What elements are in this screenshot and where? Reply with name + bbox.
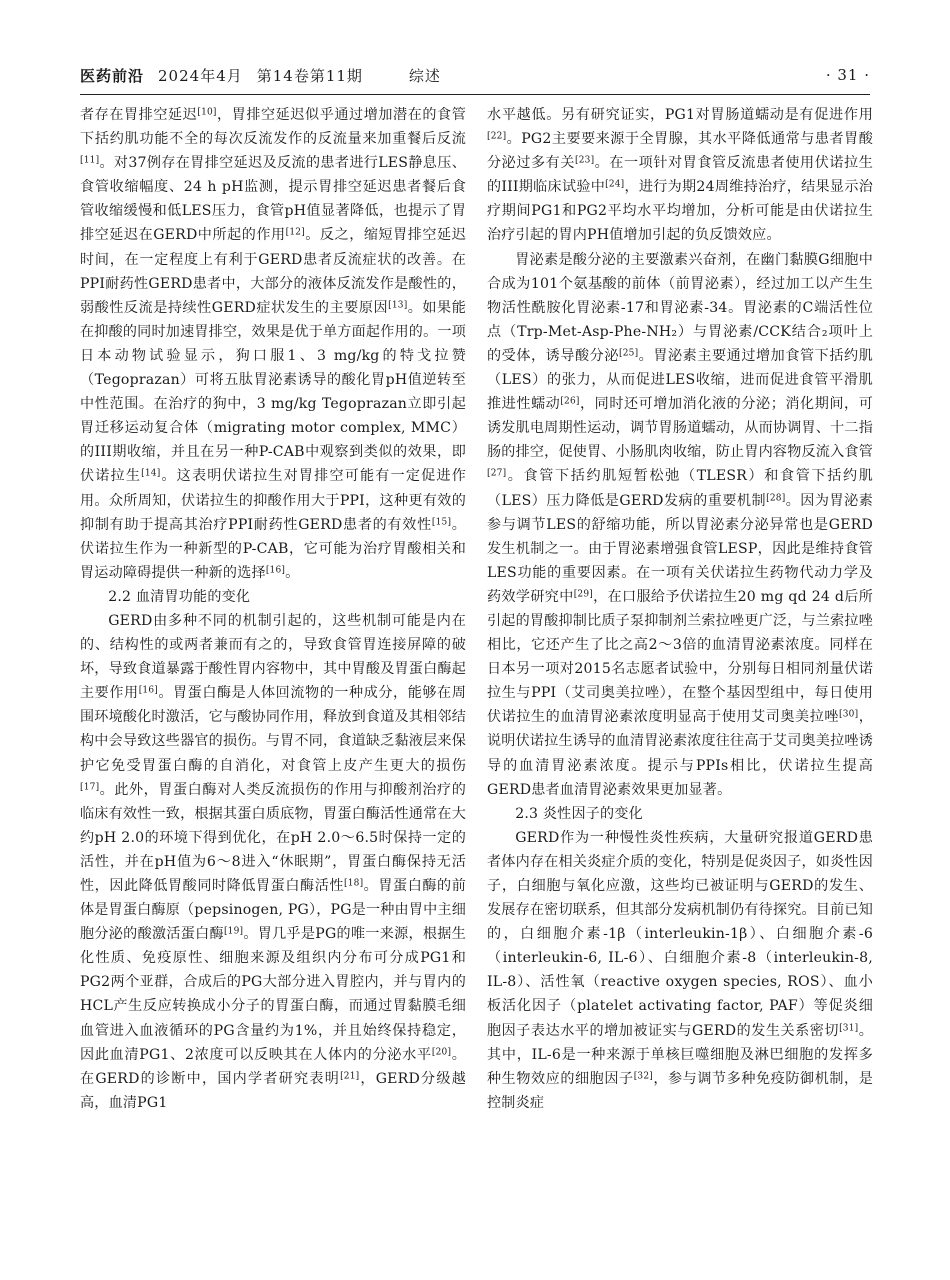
paragraph: GERD作为一种慢性炎性疾病，大量研究报道GERD患者体内存在相关炎症介质的变化，特别是促炎因子，如炎性因子，白细胞与氧化应激，这些均已被证明与GERD的发生、发展存在密切联系，但其部分发病机制仍有待探究。目前已知的，白细胞介素-1β（interleukin-1β）、白细胞介素-6（interleukin-6, IL-6）、白细胞介素-8（interleukin-8, IL-8）、活性氧（reactive oxygen species, ROS）、血小板活化因子（platelet activating factor, PAF）等促炎细胞因子表达水平的增加被证实与GERD的发生关系密切[31]。其中，IL-6是一种来源于单核巨噬细胞及淋巴细胞的发挥多种生物效应的细胞因子[32]，参与调节多种免疫防御机制，是控制炎症	[487, 829, 873, 1111]
page-number: · 31 ·	[825, 66, 870, 84]
section-heading-2-2: 2.2 血清胃功能的变化	[108, 588, 251, 605]
left-column	[80, 103, 466, 1243]
issue-date: 2024年4月	[158, 66, 243, 85]
running-header	[80, 62, 870, 88]
paragraph: 水平越低。另有研究证实，PG1对胃肠道蠕动是有促进作用[22]。PG2主要要来源于全胃腺，其水平降低通常与患者胃酸分泌过多有关[23]。在一项针对胃食管反流患者使用伏诺拉生的III期临床试验中[24]，进行为期24周维持治疗，结果显示治疗期间PG1和PG2平均水平均增加，分析可能是由伏诺拉生治疗引起的胃内PH值增加引起的负反馈效应。	[487, 107, 873, 244]
journal-name: 医药前沿	[80, 66, 145, 85]
right-column	[487, 103, 873, 1243]
section-label: 综述	[408, 66, 441, 85]
paragraph: GERD由多种不同的机制引起的，这些机制可能是内在的、结构性的或两者兼而有之的，导致食管胃连接屏障的破坏，导致食道暴露于酸性胃内容物中，其中胃酸及胃蛋白酶起主要作用[16]。胃蛋白酶是人体回流物的一种成分，能够在周围环境酸化时激活，它与酸协同作用，释放到食道及其相邻结构中会导致这些器官的损伤。与胃不同，食道缺乏黏液层来保护它免受胃蛋白酶的自消化，对食管上皮产生更大的损伤[17]。此外，胃蛋白酶对人类反流损伤的作用与抑酸剂治疗的临床有效性一致，根据其蛋白质底物，胃蛋白酶活性通常在大约pH 2.0的环境下得到优化，在pH 2.0～6.5时保持一定的活性，并在pH值为6～8进入“休眠期”，胃蛋白酶保持无活性，因此降低胃酸同时降低胃蛋白酶活性[18]。胃蛋白酶的前体是胃蛋白酶原（pepsinogen, PG），PG是一种由胃中主细胞分泌的酸激活蛋白酶[19]。胃几乎是PG的唯一来源，根据生化性质、免疫原性、细胞来源及组织内分布可分成PG1和PG2两个亚群，合成后的PG大部分进入胃腔内，并与胃内的HCL产生反应转换成小分子的胃蛋白酶，而通过胃黏膜毛细血管进入血液循环的PG含量约为1%，并且始终保持稳定，因此血清PG1、2浓度可以反映其在人体内的分泌水平[20]。在GERD的诊断中，国内学者研究表明[21]，GERD分级越高，血清PG1	[80, 612, 466, 1111]
header-rule	[80, 94, 870, 95]
paragraph: 胃泌素是酸分泌的主要激素兴奋剂，在幽门黏膜G细胞中合成为101个氨基酸的前体（前胃泌素），经过加工以产生生物活性酰胺化胃泌素-17和胃泌素-34。胃泌素的C端活性位点（Trp-Met-Asp-Phe-NH₂）与胃泌素/CCK结合₂项叶上的受体，诱导酸分泌[25]。胃泌素主要通过增加食管下括约肌（LES）的张力，从而促进LES收缩，进而促进食管平滑肌推进性蠕动[26]，同时还可增加消化液的分泌；消化期间，可诱发肌电周期性运动，调节胃肠道蠕动，从而协调胃、十二指肠的排空，促使胃、小肠肌肉收缩，防止胃内容物反流入食管[27]。食管下括约肌短暂松弛（TLESR）和食管下括约肌（LES）压力降低是GERD发病的重要机制[28]。因为胃泌素参与调节LES的舒缩功能，所以胃泌素分泌异常也是GERD发生机制之一。由于胃泌素增强食管LESP，因此是维持食管LES功能的重要因素。在一项有关伏诺拉生药物代动力学及药效学研究中[29]，在口服给予伏诺拉生20 mg qd 24 d后所引起的胃酸抑制比质子泵抑制剂兰索拉唑更广泛，与兰索拉唑相比，它还产生了比之高2～3倍的血清胃泌素浓度。同样在日本另一项对2015名志愿者试验中，分别每日相同剂量伏诺拉生与PPI（艾司奥美拉唑），在整个基因型组中，每日使用伏诺拉生的血清胃泌素浓度明显高于使用艾司奥美拉唑[30]，说明伏诺拉生诱导的血清胃泌素浓度往往高于艾司奥美拉唑诱导的血清胃泌素浓度。提示与PPIs相比，伏诺拉生提高GERD患者血清胃泌素效果更加显著。	[487, 251, 873, 798]
volume-issue: 第14卷第11期	[256, 66, 363, 85]
paragraph: 者存在胃排空延迟[10]，胃排空延迟似乎通过增加潜在的食管下括约肌功能不全的每次反流发作的反流量来加重餐后反流[11]。对37例存在胃排空延迟及反流的患者进行LES静息压、食管收缩幅度、24 h pH监测，提示胃排空延迟患者餐后食管收缩缓慢和低LES压力，食管pH值显著降低，也提示了胃排空延迟在GERD中所起的作用[12]。反之，缩短胃排空延迟时间，在一定程度上有利于GERD患者反流症状的改善。在PPI耐药性GERD患者中，大部分的液体反流发作是酸性的，弱酸性反流是持续性GERD症状发生的主要原因[13]。如果能在抑酸的同时加速胃排空，效果是优于单方面起作用的。一项日本动物试验显示，狗口服1、3 mg/kg的特戈拉赞（Tegoprazan）可将五肽胃泌素诱导的酸化胃pH值逆转至中性范围。在治疗的狗中，3 mg/kg Tegoprazan立即引起胃迁移运动复合体（migrating motor complex, MMC）的III期收缩，并且在另一种P-CAB中观察到类似的效果，即伏诺拉生[14]。这表明伏诺拉生对胃排空可能有一定促进作用。众所周知，伏诺拉生的抑酸作用大于PPI，这种更有效的抑制有助于提高其治疗PPI耐药性GERD患者的有效性[15]。伏诺拉生作为一种新型的P-CAB，它可能为治疗胃酸相关和胃运动障碍提供一种新的选择[16]。	[80, 107, 466, 581]
section-heading-2-3: 2.3 炎性因子的变化	[515, 805, 643, 822]
